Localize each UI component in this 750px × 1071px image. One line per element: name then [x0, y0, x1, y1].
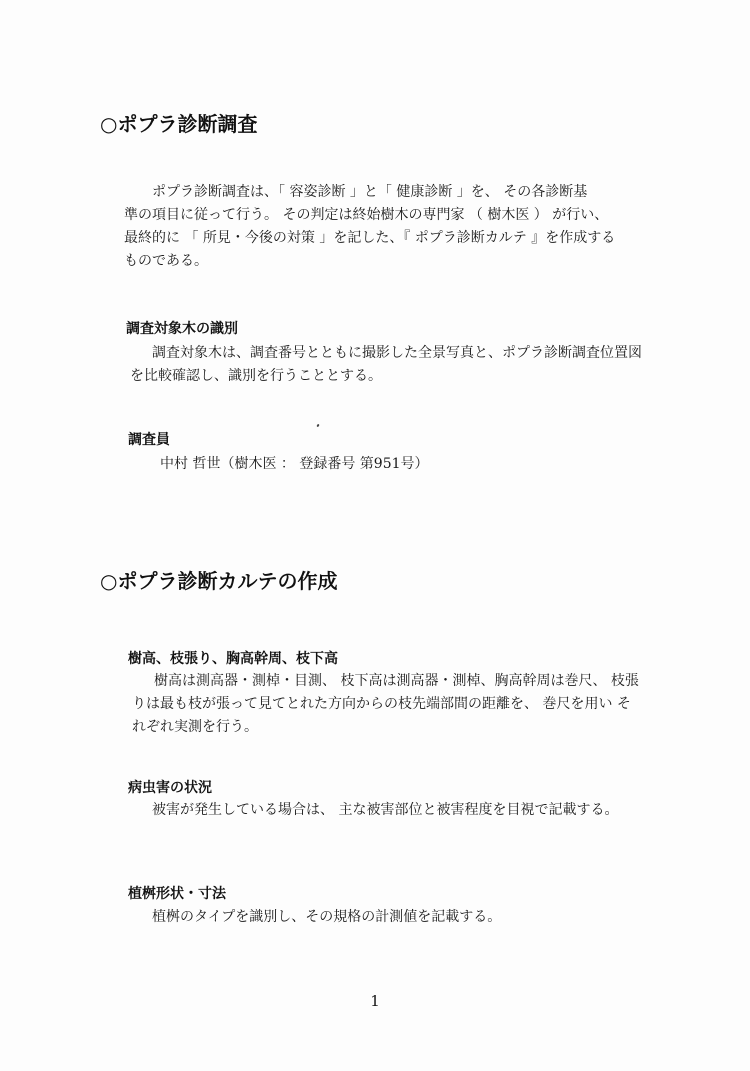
section-heading-karte-creation: ○ポプラ診断カルテの作成: [100, 569, 338, 593]
pests-title: 病虫害の状況: [128, 780, 212, 796]
intro-line: ものである。: [124, 253, 208, 269]
planter-line: 植桝のタイプを識別し、その規格の計測値を記載する。: [152, 909, 502, 925]
investigator-paragraph: [160, 453, 429, 476]
identification-paragraph: [130, 342, 642, 388]
section-heading-poplar-survey: ○ポプラ診断調査: [100, 112, 258, 136]
page-number: 1: [370, 992, 380, 1010]
measurement-line: りは最も枝が張って見てとれた方向からの枝先端部間の距離を、 巻尺を用い そ: [132, 696, 631, 712]
intro-line: 準の項目に従って行う。 その判定は終始樹木の専門家 （ 樹木医 ） が行い、: [124, 207, 609, 223]
identification-title: 調査対象木の識別: [126, 321, 238, 337]
measurement-title: 樹高、枝張り、胸高幹周、枝下高: [128, 651, 338, 667]
measurement-paragraph: [132, 670, 639, 739]
intro-line: ポプラ診断調査は、「 容姿診断 」と「 健康診断 」を、 その各診断基: [152, 184, 588, 200]
pests-paragraph: [152, 799, 618, 822]
planter-paragraph: [152, 906, 501, 929]
investigator-title: 調査員: [128, 432, 170, 448]
scan-speck: [316, 424, 319, 428]
measurement-line: れぞれ実測を行う。: [132, 719, 258, 735]
intro-paragraph: [124, 181, 615, 273]
planter-title: 植桝形状・寸法: [128, 886, 226, 902]
identification-line: を比較確認し、識別を行うこととする。: [130, 368, 382, 384]
pests-line: 被害が発生している場合は、 主な被害部位と被害程度を目視で記載する。: [152, 802, 619, 818]
investigator-line: 中村 哲世（樹木医 ： 登録番号 第951号）: [160, 456, 429, 472]
intro-line: 最終的に 「 所見・今後の対策 」を記した、『 ポプラ診断カルテ 』を作成する: [124, 230, 616, 246]
identification-line: 調査対象木は、調査番号とともに撮影した全景写真と、ポプラ診断調査位置図: [152, 345, 642, 361]
measurement-line: 樹高は測高器・測棹・目測、 枝下高は測高器・測棹、胸高幹周は巻尺、 枝張: [154, 673, 639, 689]
